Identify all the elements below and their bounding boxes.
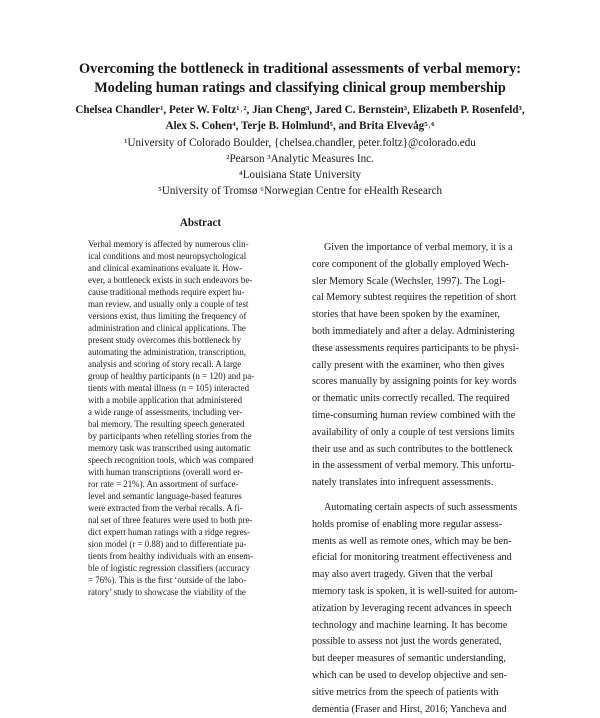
body-line: these assessments requires participants to be physi- bbox=[312, 342, 519, 354]
abstract-line: versions exist, thus limiting the frequency of bbox=[88, 311, 247, 321]
abstract-line: group of healthy participants (n = 120) and pa- bbox=[88, 371, 255, 381]
abstract-line: analysis and scoring of story recall. A large bbox=[88, 359, 242, 369]
body-column-right bbox=[312, 240, 562, 718]
affiliation-line: ²Pearson ³Analytic Measures Inc. bbox=[226, 153, 374, 165]
body-line: which can be used to develop objective and sen- bbox=[312, 669, 508, 681]
body-line: nately translates into infrequent assessments. bbox=[312, 477, 494, 489]
abstract-line: Verbal memory is affected by numerous clin- bbox=[88, 239, 249, 249]
abstract-line: a wide range of assessments, including ver- bbox=[88, 407, 243, 417]
abstract-line: tients from healthy individuals with an ensem- bbox=[88, 551, 254, 561]
abstract-line: by participants when retelling stories from the bbox=[88, 431, 252, 441]
abstract-line: ble of logistic regression classifiers (accuracy bbox=[88, 563, 250, 573]
affiliation-line: ¹University of Colorado Boulder, {chelsea.chandler, peter.foltz}@colorado.edu bbox=[124, 137, 476, 149]
abstract-line: man review, and usually only a couple of test bbox=[88, 299, 249, 309]
body-line: but deeper measures of semantic understanding, bbox=[312, 653, 506, 665]
body-line: ments as well as remote ones, which may be ben- bbox=[312, 535, 512, 547]
abstract-line: with human transcriptions (overall word er- bbox=[88, 467, 243, 477]
body-line: sitive metrics from the speech of patients with bbox=[312, 686, 499, 698]
body-line: possible to assess not just the words generated, bbox=[312, 636, 502, 648]
abstract-line: speech recognition tools, which was compared bbox=[88, 455, 254, 465]
body-line: time-consuming human review combined with the bbox=[312, 409, 516, 421]
body-line: technology and machine learning. It has become bbox=[312, 619, 508, 631]
body-line: sler Memory Scale (Wechsler, 1997). The Logi- bbox=[312, 275, 506, 287]
title-line-1: Overcoming the bottleneck in traditional assessments of verbal memory: bbox=[78, 61, 522, 77]
body-line: memory task is spoken, it is well-suited for autom- bbox=[312, 585, 518, 597]
abstract-line: ror rate = 21%). An assortment of surface- bbox=[88, 479, 239, 489]
abstract-line: automating the administration, transcription, bbox=[88, 347, 246, 357]
abstract-line: and clinical examinations evaluate it. How- bbox=[88, 263, 243, 273]
body-line: cally present with the examiner, who then gives bbox=[312, 359, 505, 371]
authors-line-2: Alex S. Cohen⁴, Terje B. Holmlund⁵, and Brita Elvevåg⁵˒⁶ bbox=[165, 120, 435, 132]
abstract-line: administration and clinical applications. The bbox=[88, 323, 246, 333]
body-line: Given the importance of verbal memory, it is a bbox=[324, 242, 513, 253]
abstract-line: ratory’ study to showcase the viability of the bbox=[88, 587, 246, 597]
abstract-line: ical conditions and most neuropsychological bbox=[88, 251, 247, 261]
abstract-line: bal memory. The resulting speech generated bbox=[88, 419, 245, 429]
paper-title bbox=[40, 60, 560, 98]
abstract-line: dict expert human ratings with a ridge regres- bbox=[88, 527, 250, 537]
authors-line-1: Chelsea Chandler¹, Peter W. Foltz¹˒², Jian Cheng³, Jared C. Bernstein³, Elizabeth P. Rosenfeld³, bbox=[75, 104, 525, 116]
abstract-line: = 76%). This is the first ‘outside of the labo- bbox=[88, 575, 247, 585]
author-list bbox=[30, 102, 570, 134]
body-line: atization by leveraging recent advances in speech bbox=[312, 602, 512, 614]
body-line: may also avert tragedy. Given that the verbal bbox=[312, 569, 493, 581]
body-line: core component of the globally employed Wech- bbox=[312, 258, 509, 270]
body-line: scores manually by assigning points for key words bbox=[312, 376, 517, 388]
body-line: eficial for monitoring treatment effectiveness and bbox=[312, 552, 512, 564]
abstract-line: tients with mental illness (n = 105) interacted bbox=[88, 383, 250, 393]
abstract-body bbox=[88, 238, 318, 598]
body-line: holds promise of enabling more regular assess- bbox=[312, 518, 503, 530]
body-line: Automating certain aspects of such assessments bbox=[324, 501, 518, 513]
abstract-heading: Abstract bbox=[179, 217, 222, 229]
abstract-line: were extracted from the verbal recalls. A fi- bbox=[88, 503, 243, 513]
body-line: availability of only a couple of test versions limits bbox=[312, 426, 515, 438]
body-line: in the assessment of verbal memory. This unfortu- bbox=[312, 460, 515, 472]
abstract-line: ever, a bottleneck exists in such endeavors be- bbox=[88, 275, 253, 285]
body-line: both immediately and after a delay. Administering bbox=[312, 325, 515, 337]
body-line: dementia (Fraser and Hirst, 2016; Yancheva and bbox=[312, 703, 507, 715]
abstract-line: present study overcomes this bottleneck by bbox=[88, 335, 242, 345]
abstract-line: memory task was transcribed using automatic bbox=[88, 443, 251, 453]
body-line: or thematic units correctly recalled. The required bbox=[312, 393, 510, 405]
body-line: their use and as such contributes to the bottleneck bbox=[312, 443, 513, 455]
body-line: stories that have been spoken by the examiner, bbox=[312, 309, 500, 321]
affiliation-line: ⁴Louisiana State University bbox=[238, 169, 362, 181]
abstract-line: sion model (r = 0.88) and to differentiate pa- bbox=[88, 539, 247, 549]
title-line-2: Modeling human ratings and classifying clinical group membership bbox=[94, 80, 506, 96]
affiliations bbox=[40, 135, 560, 199]
affiliation-line: ⁵University of Tromsø ⁶Norwegian Centre for eHealth Research bbox=[157, 185, 443, 197]
abstract-line: level and semantic language-based features bbox=[88, 491, 242, 501]
abstract-line: cause traditional methods require expert hu- bbox=[88, 287, 245, 297]
abstract-line: with a mobile application that administered bbox=[88, 395, 243, 405]
abstract-line: nal set of three features were used to both pre- bbox=[88, 515, 253, 525]
body-line: cal Memory subtest requires the repetition of short bbox=[312, 292, 517, 304]
